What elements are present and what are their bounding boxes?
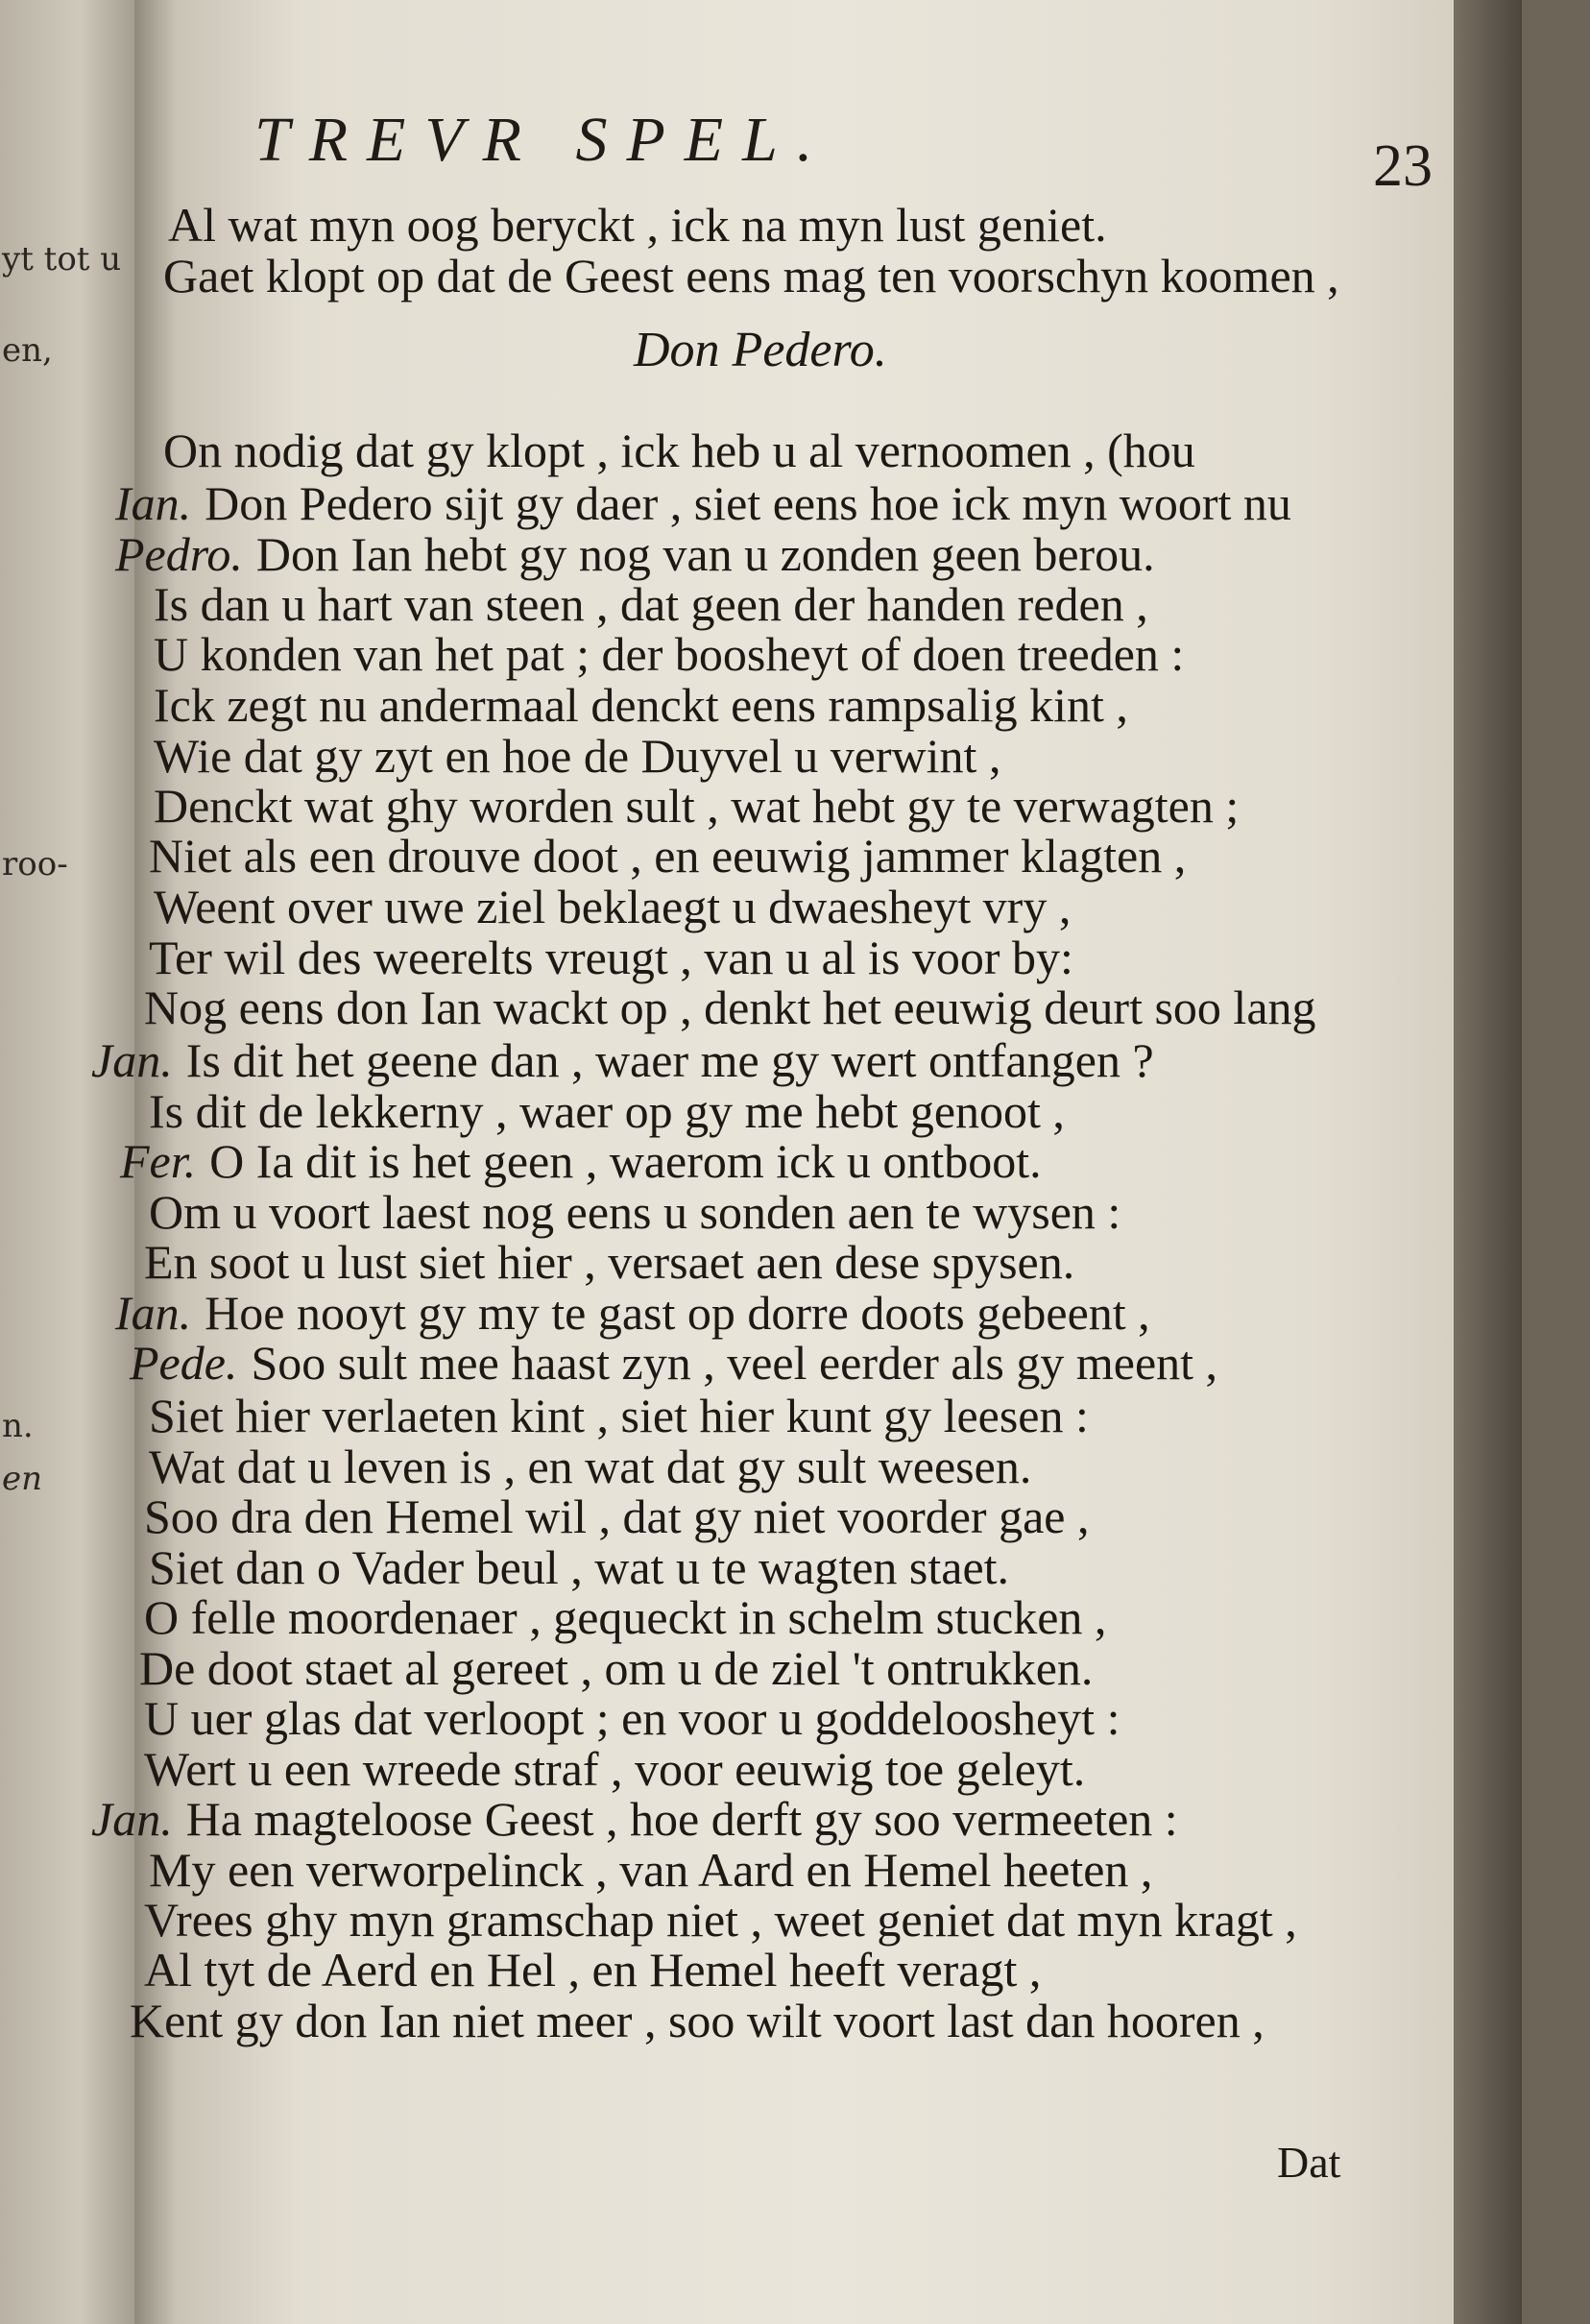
verse-text: Al tyt de Aerd en Hel , en Hemel heeft veragt , <box>144 1943 1042 1997</box>
verse-line <box>115 526 1155 582</box>
verse-text: My een verworpelinck , van Aard en Hemel heeten , <box>149 1843 1153 1897</box>
verse-text: Soo sult mee haast zyn , veel eerder als gy meent , <box>251 1336 1218 1390</box>
verse-text: Wie dat gy zyt en hoe de Duyvel u verwint , <box>154 729 1001 783</box>
left-page-fragment: yt tot u <box>2 240 122 278</box>
verse-text: En soot u lust siet hier , versaet aen dese spysen. <box>144 1235 1075 1289</box>
verse-text: Vrees ghy myn gramschap niet , weet geniet dat myn kragt , <box>144 1893 1297 1947</box>
verse-line <box>149 1083 1065 1139</box>
verse-line <box>149 1439 1031 1494</box>
verse-line <box>149 930 1073 985</box>
verse-text: De doot staet al gereet , om u de ziel 't ontrukken. <box>139 1641 1094 1695</box>
running-head: TREVR SPEL. <box>254 105 832 175</box>
verse-text: Is dit de lekkerny , waer op gy me hebt genoot , <box>149 1084 1065 1138</box>
verse-text: Om u voort laest nog eens u sonden aen te wysen : <box>149 1185 1121 1239</box>
verse-text: Is dit het geene dan , waer me gy wert ontfangen ? <box>185 1033 1154 1087</box>
left-page-fragment: en <box>2 1460 43 1498</box>
verse-text: On nodig dat gy klopt , ick heb u al vernoomen , (hou <box>163 424 1195 477</box>
verse-line <box>154 778 1239 834</box>
verse-line <box>144 1489 1089 1544</box>
verse-text: Ha magteloose Geest , hoe derft gy soo vermeeten : <box>185 1792 1178 1846</box>
verse-text: Kent gy don Ian niet meer , soo wilt voort last dan hooren , <box>130 1994 1265 2047</box>
verse-line <box>144 1589 1106 1645</box>
verse-line <box>144 1234 1074 1290</box>
page-number: 23 <box>1373 133 1433 199</box>
verse-line <box>144 1942 1041 1997</box>
verse-line <box>154 728 1000 784</box>
verse-line <box>154 626 1184 682</box>
speaker-label: Pedro. <box>115 527 243 581</box>
verse-line <box>154 576 1148 632</box>
verse-line <box>154 879 1071 934</box>
speaker-label: Ian. <box>115 1286 192 1340</box>
left-page-fragment: en, <box>2 331 53 370</box>
speaker-label: Jan. <box>91 1792 173 1846</box>
verse-text: Gaet klopt op dat de Geest eens mag ten voorschyn koomen , <box>163 249 1339 303</box>
verse-text: U konden van het pat ; der boosheyt of doen treeden : <box>154 627 1185 681</box>
verse-line <box>144 1741 1085 1797</box>
verse-line <box>91 1791 1178 1847</box>
verse-text: Don Pedero sijt gy daer , siet eens hoe ick myn woort nu <box>205 476 1291 530</box>
verse-line <box>149 1388 1089 1443</box>
left-page-fragment: n. <box>2 1407 34 1445</box>
verse-text: Siet dan o Vader beul , wat u te wagten staet. <box>149 1540 1010 1594</box>
verse-text: O felle moordenaer , gequeckt in schelm stucken , <box>144 1590 1107 1644</box>
speaker-label: Fer. <box>120 1134 197 1188</box>
verse-line <box>139 1640 1093 1696</box>
verse-text: Niet als een drouve doot , en eeuwig jammer klagten , <box>149 829 1187 883</box>
speaker-heading: Don Pedero. <box>634 323 887 377</box>
verse-line <box>130 1335 1217 1391</box>
verse-line <box>154 677 1128 733</box>
verse-line <box>115 475 1291 531</box>
verse-line <box>149 1842 1152 1898</box>
verse-text: Nog eens don Ian wackt op , denkt het eeuwig deurt soo lang <box>144 980 1316 1034</box>
verse-text: Weent over uwe ziel beklaegt u dwaesheyt vry , <box>154 880 1072 933</box>
catchword: Dat <box>1277 2138 1341 2187</box>
verse-text: Siet hier verlaeten kint , siet hier kunt gy leesen : <box>149 1389 1089 1442</box>
verse-line <box>163 248 1339 303</box>
verse-line <box>120 1133 1042 1189</box>
verse-text: Ick zegt nu andermaal denckt eens rampsalig kint , <box>154 678 1128 732</box>
verse-line <box>149 1539 1009 1595</box>
verse-text: Ter wil des weerelts vreugt , van u al is voor by: <box>149 931 1073 984</box>
verse-line <box>144 1690 1120 1746</box>
speaker-label: Jan. <box>91 1033 173 1087</box>
verse-line <box>130 1993 1265 2048</box>
left-page-fragment: roo- <box>2 845 68 884</box>
verse-text: Wat dat u leven is , en wat dat gy sult weesen. <box>149 1440 1032 1493</box>
verse-text: O Ia dit is het geen , waerom ick u ontboot. <box>209 1134 1042 1188</box>
verse-text: Is dan u hart van steen , dat geen der handen reden , <box>154 577 1148 631</box>
verse-line <box>91 1032 1154 1088</box>
verse-text: U uer glas dat verloopt ; en voor u goddeloosheyt : <box>144 1691 1120 1745</box>
verse-text: Wert u een wreede straf , voor eeuwig toe geleyt. <box>144 1742 1086 1796</box>
verse-text: Hoe nooyt gy my te gast op dorre doots gebeent , <box>205 1286 1150 1340</box>
verse-text: Al wat myn oog beryckt , ick na myn lust geniet. <box>168 198 1107 252</box>
verse-text: Don Ian hebt gy nog van u zonden geen berou. <box>255 527 1155 581</box>
verse-line <box>115 1285 1150 1341</box>
verse-line <box>149 1184 1120 1240</box>
verse-line <box>144 1892 1297 1948</box>
verse-line <box>168 197 1107 253</box>
verse-line <box>144 980 1316 1035</box>
speaker-label: Pede. <box>130 1336 238 1390</box>
page-shadow-edge <box>1454 0 1522 2324</box>
verse-line <box>163 423 1195 478</box>
speaker-label: Ian. <box>115 476 192 530</box>
verse-line <box>149 828 1186 884</box>
verse-text: Soo dra den Hemel wil , dat gy niet voorder gae , <box>144 1489 1090 1543</box>
verse-text: Denckt wat ghy worden sult , wat hebt gy te verwagten ; <box>154 779 1240 833</box>
